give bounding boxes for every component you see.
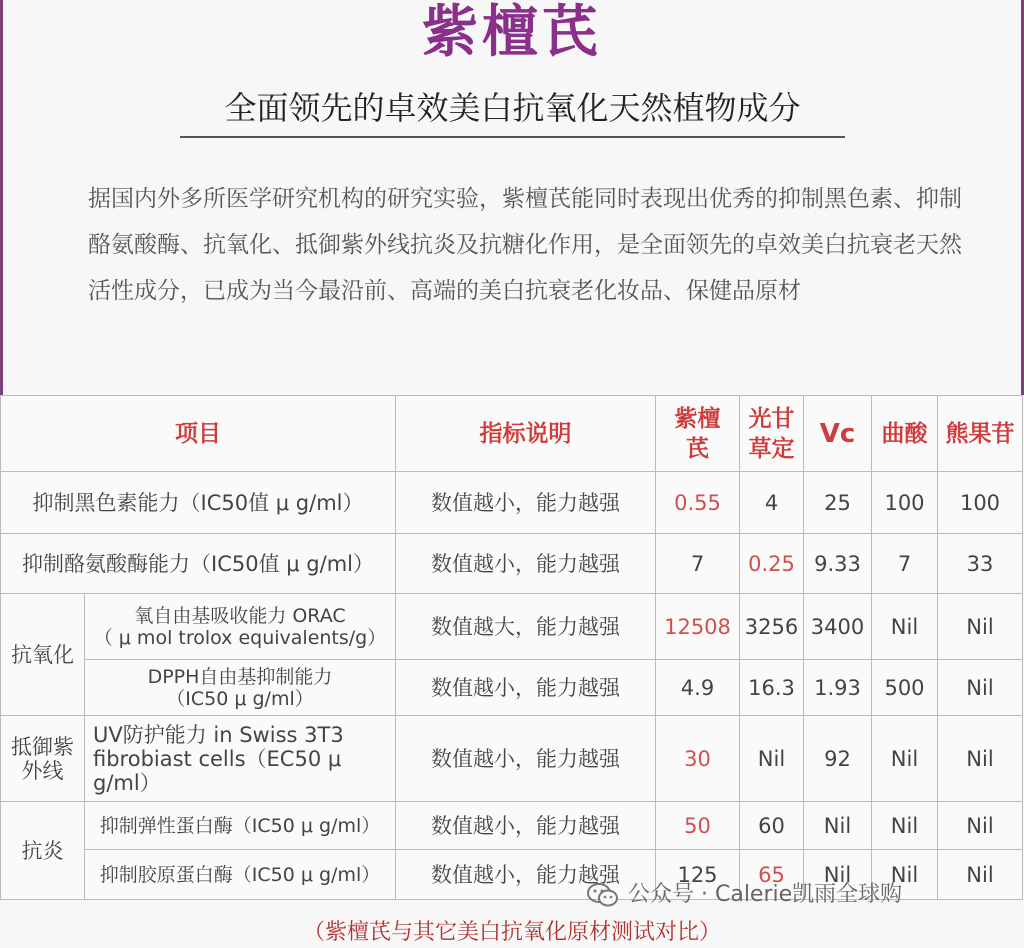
row-desc: 数值越小，能力越强	[396, 802, 656, 850]
header-arbutin: 熊果苷	[938, 396, 1023, 472]
value-cell: Nil	[804, 850, 872, 900]
row-item-line1: DPPH自由基抑制能力	[147, 665, 333, 688]
header-kojic-acid: 曲酸	[872, 396, 938, 472]
row-desc: 数值越大，能力越强	[396, 594, 656, 660]
value-cell: 4.9	[656, 660, 740, 716]
page-subtitle: 全面领先的卓效美白抗氧化天然植物成分	[224, 89, 801, 127]
value-cell: Nil	[872, 802, 938, 850]
page-title: 紫檀芪	[422, 0, 602, 65]
group-label: 抵御紫外线	[1, 716, 85, 802]
row-item	[85, 716, 396, 802]
value-cell: 12508	[656, 594, 740, 660]
group-label: 抗炎	[1, 802, 85, 900]
group-label: 抗氧化	[1, 594, 85, 716]
value-cell: 500	[872, 660, 938, 716]
table-row	[1, 716, 1023, 802]
value-cell: 65	[740, 850, 804, 900]
row-item: 抑制酪氨酸酶能力（IC50值 μ g/ml）	[1, 534, 396, 594]
value-cell: 100	[872, 472, 938, 534]
value-cell: 3400	[804, 594, 872, 660]
value-cell: 3256	[740, 594, 804, 660]
row-item-line2: （IC50 μ g/ml）	[166, 687, 314, 710]
value-cell: Nil	[938, 594, 1023, 660]
table-row	[1, 534, 1023, 594]
value-cell: 60	[740, 802, 804, 850]
table-row	[1, 594, 1023, 660]
value-cell: Nil	[938, 850, 1023, 900]
value-cell: 33	[938, 534, 1023, 594]
caption-area	[0, 905, 1024, 945]
value-cell: 0.55	[656, 472, 740, 534]
value-cell: Nil	[938, 716, 1023, 802]
watermark-text: 公众号 · Calerie凯雨全球购	[628, 882, 903, 907]
header-desc: 指标说明	[396, 396, 656, 472]
value-cell: 16.3	[740, 660, 804, 716]
row-desc: 数值越小，能力越强	[396, 716, 656, 802]
header-item: 项目	[1, 396, 396, 472]
comparison-table	[0, 395, 1023, 900]
value-cell: 7	[656, 534, 740, 594]
row-item-line1: 氧自由基吸收能力 ORAC	[134, 604, 346, 627]
header-pterostilbene: 紫檀芪	[656, 396, 740, 472]
row-item: 抑制弹性蛋白酶（IC50 μ g/ml）	[85, 802, 396, 850]
value-cell: 4	[740, 472, 804, 534]
value-cell: Nil	[938, 660, 1023, 716]
header-vc: Vc	[804, 396, 872, 472]
row-item	[85, 594, 396, 660]
value-cell: Nil	[872, 594, 938, 660]
row-desc: 数值越小，能力越强	[396, 472, 656, 534]
wechat-icon	[586, 882, 620, 908]
description-paragraph: 据国内外多所医学研究机构的研究实验，紫檀芪能同时表现出优秀的抑制黑色素、抑制酪氨酸酶、抗氧化、抵御紫外线抗炎及抗糖化作用，是全面领先的卓效美白抗衰老天然活性成分，已成为当今最沿前、高端的美白抗衰老化妆品、保健品原材	[88, 186, 962, 304]
value-cell: 0.25	[740, 534, 804, 594]
row-desc: 数值越小，能力越强	[396, 850, 656, 900]
value-cell: Nil	[740, 716, 804, 802]
table-header-row	[1, 396, 1023, 472]
table-row	[1, 472, 1023, 534]
row-desc: 数值越小，能力越强	[396, 534, 656, 594]
value-cell: 7	[872, 534, 938, 594]
value-cell: Nil	[938, 802, 1023, 850]
table-row	[1, 660, 1023, 716]
value-cell: 50	[656, 802, 740, 850]
row-desc: 数值越小，能力越强	[396, 660, 656, 716]
subtitle-block	[185, 80, 840, 142]
header-glabridin: 光甘草定	[740, 396, 804, 472]
row-item-line2: （ μ mol trolox equivalents/g）	[93, 626, 387, 649]
watermark	[586, 880, 902, 910]
table-caption: （紫檀芪与其它美白抗氧化原材测试对比）	[302, 920, 721, 945]
value-cell: Nil	[804, 802, 872, 850]
table-row	[1, 802, 1023, 850]
row-item	[85, 660, 396, 716]
value-cell: Nil	[872, 716, 938, 802]
value-cell: 9.33	[804, 534, 872, 594]
value-cell: 25	[804, 472, 872, 534]
row-item: 抑制胶原蛋白酶（IC50 μ g/ml）	[85, 850, 396, 900]
value-cell: 30	[656, 716, 740, 802]
row-item-line1: UV防护能力 in Swiss 3T3	[93, 722, 344, 747]
value-cell: 100	[938, 472, 1023, 534]
subtitle-underline	[180, 136, 845, 138]
value-cell: 125	[656, 850, 740, 900]
value-cell: 1.93	[804, 660, 872, 716]
value-cell: 92	[804, 716, 872, 802]
row-item-line2: fibrobiast cells（EC50 μ g/ml）	[93, 746, 342, 795]
row-item: 抑制黑色素能力（IC50值 μ g/ml）	[1, 472, 396, 534]
value-cell: Nil	[872, 850, 938, 900]
